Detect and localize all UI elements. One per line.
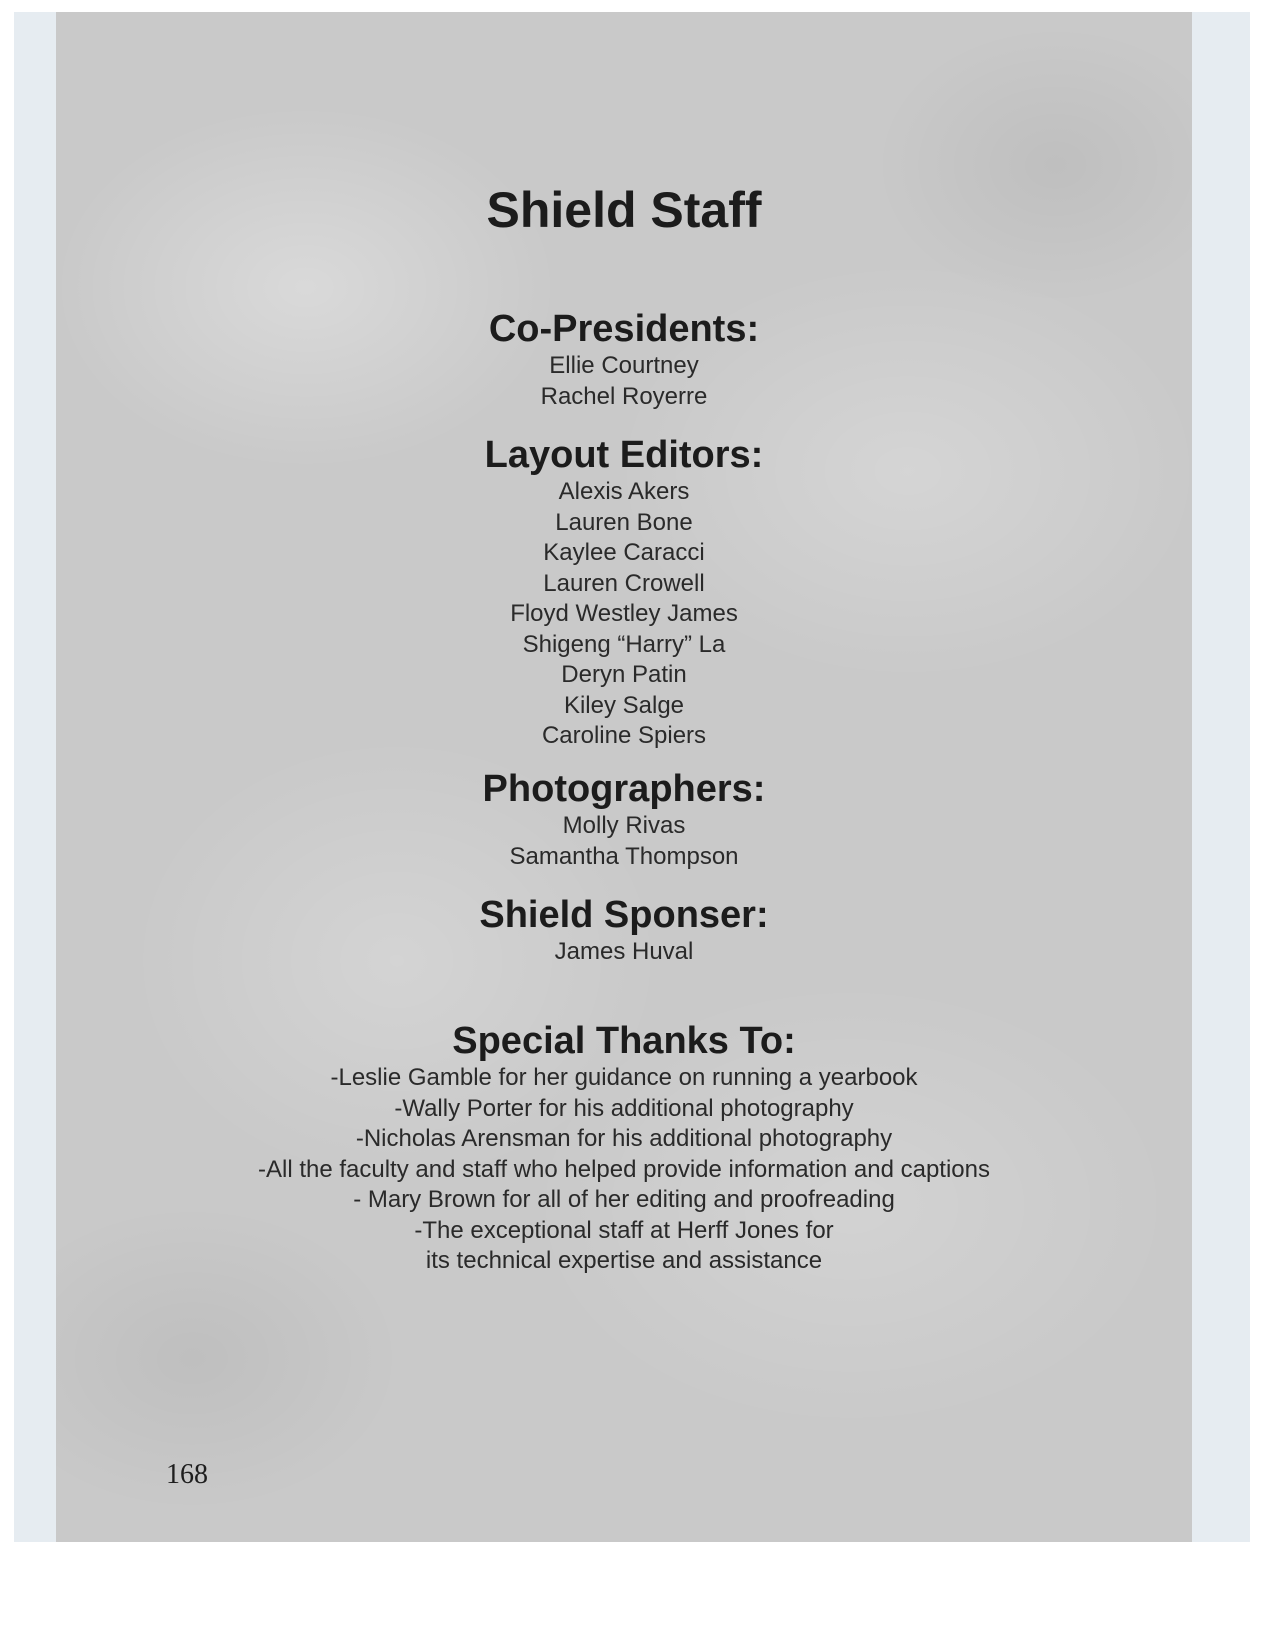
layout-editor-name: Lauren Crowell xyxy=(543,569,705,597)
layout-editor-name: Lauren Bone xyxy=(555,508,693,536)
section-sponsor xyxy=(56,893,1192,968)
layout-editors-list xyxy=(56,477,1192,752)
special-thanks-list xyxy=(56,1063,1192,1277)
special-thanks-line: -The exceptional staff at Herff Jones for xyxy=(414,1216,834,1244)
co-president-name: Ellie Courtney xyxy=(549,352,699,379)
special-thanks-heading: Special Thanks To: xyxy=(452,1020,796,1062)
photographer-name: Molly Rivas xyxy=(562,812,686,839)
layout-editor-name: Floyd Westley James xyxy=(510,600,738,627)
layout-editor-name: Shigeng “Harry” La xyxy=(522,630,726,658)
sponsor-list xyxy=(56,937,1192,968)
layout-editor-name: Kaylee Caracci xyxy=(543,539,705,566)
sponsor-heading: Shield Sponser: xyxy=(479,894,769,936)
special-thanks-line: -All the faculty and staff who helped provide information and captions xyxy=(258,1155,990,1183)
special-thanks-line: - Mary Brown for all of her editing and proofreading xyxy=(353,1186,895,1213)
yearbook-page xyxy=(56,12,1192,1542)
layout-editor-name: Deryn Patin xyxy=(561,661,687,688)
co-president-name: Rachel Royerre xyxy=(540,382,708,410)
layout-editor-name: Alexis Akers xyxy=(558,478,690,505)
co-presidents-list xyxy=(56,351,1192,412)
layout-editor-name: Kiley Salge xyxy=(563,691,685,719)
section-photographers xyxy=(56,767,1192,872)
page-title: Shield Staff xyxy=(486,182,762,238)
section-special-thanks xyxy=(56,1019,1192,1277)
sponsor-name: James Huval xyxy=(554,938,694,965)
scan-margin-right xyxy=(1190,12,1250,1542)
section-co-presidents xyxy=(56,307,1192,412)
special-thanks-line: -Wally Porter for his additional photography xyxy=(394,1094,854,1122)
layout-editor-name: Caroline Spiers xyxy=(541,722,707,749)
page-number: 168 xyxy=(166,1459,208,1490)
photographers-heading: Photographers: xyxy=(482,768,766,810)
layout-editors-heading: Layout Editors: xyxy=(484,434,764,476)
special-thanks-line: -Nicholas Arensman for his additional photography xyxy=(355,1125,893,1152)
special-thanks-line: -Leslie Gamble for her guidance on running a yearbook xyxy=(330,1064,918,1091)
photographers-list xyxy=(56,811,1192,872)
scan-margin-left xyxy=(14,12,58,1542)
special-thanks-line: its technical expertise and assistance xyxy=(425,1247,823,1274)
photographer-name: Samantha Thompson xyxy=(509,842,739,870)
co-presidents-heading: Co-Presidents: xyxy=(488,308,760,350)
section-layout-editors xyxy=(56,433,1192,752)
